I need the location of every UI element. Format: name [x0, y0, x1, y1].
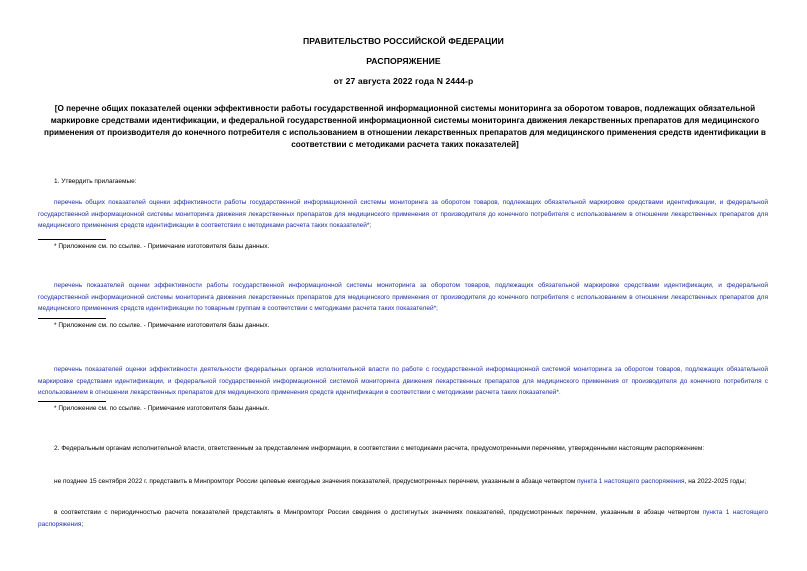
paragraph-1: 1. Утвердить прилагаемые: — [54, 178, 137, 185]
list-item-2-link[interactable]: перечень показателей оценки эффективности работы государственной информационной системы мониторинга за оборотом товаров, подлежащих обязательной маркировке средствами идентификации, и федеральной государственной информационной системы мониторинга движения лекарственных препаратов для медицинского применения от производителя до конечного потребителя с использованием в отношении лекарственных препаратов для медицинского применения средств идентификации по товарным группам в соответствии с методиками расчета таких показателей*; — [38, 282, 768, 313]
footnote-1: * Приложение см. по ссылке. - Примечание изготовителя базы данных. — [54, 243, 270, 250]
document-title: [О перечне общих показателей оценки эффективности работы государственной информационной системы мониторинга за оборотом товаров, подлежащих обязательной маркировке средствами идентификации, и федеральной государственной информационной системы мониторинга движения лекарственных препаратов для медицинского применения от производителя до конечного потребителя с использованием в отношении лекарственных препаратов для медицинского применения средств идентификации в соответствии с методиками расчета таких показателей] — [44, 104, 766, 149]
list-item-3-link[interactable]: перечень показателей оценки эффективности деятельности федеральных органов исполнительной власти по работе с государственной информационной системой мониторинга за оборотом товаров, подлежащих обязательной маркировке средствами идентификации, и федеральной государственной информационной системой мониторинга движения лекарственных препаратов для медицинского применения от производителя до конечного потребителя с использованием в отношении лекарственных препаратов для медицинского применения средств идентификации в соответствии с методиками расчета таких показателей*. — [38, 366, 768, 397]
footnote-divider — [38, 401, 106, 402]
paragraph-3-text: не позднее 15 сентября 2022 г. представить в Минпромторг России целевые ежегодные значения показателей, предусмотренных перечнем, указанным в абзаце четвертом — [54, 478, 578, 485]
clause-1-link[interactable]: пункта 1 настоящего распоряжения — [38, 509, 769, 528]
footnote-2: * Приложение см. по ссылке. - Примечание изготовителя базы данных. — [54, 322, 270, 329]
document-type: РАСПОРЯЖЕНИЕ — [366, 56, 441, 66]
paragraph-2: 2. Федеральным органам исполнительной власти, ответственным за представление информации, в соответствии с методиками расчета, предусмотренными перечнями, утвержденными настоящим распоряжением: — [54, 445, 705, 452]
paragraph-3 — [38, 476, 768, 488]
list-item-1-link[interactable]: перечень общих показателей оценки эффективности работы государственной информационной системы мониторинга за оборотом товаров, подлежащих обязательной маркировке средствами идентификации, и федеральной государственной информационной системы мониторинга движения лекарственных препаратов для медицинского применения от производителя до конечного потребителя с использованием в отношении лекарственных препаратов для медицинского применения средств идентификации в соответствии с методиками расчета таких показателей*; — [38, 199, 768, 230]
footnote-3: * Приложение см. по ссылке. - Примечание изготовителя базы данных. — [54, 405, 270, 412]
issuing-authority: ПРАВИТЕЛЬСТВО РОССИЙСКОЙ ФЕДЕРАЦИИ — [303, 36, 504, 46]
clause-1-link[interactable]: пункта 1 настоящего распоряжения — [577, 478, 685, 485]
paragraph-4 — [38, 507, 768, 530]
footnote-divider — [38, 318, 106, 319]
paragraph-4-tail: ; — [81, 520, 84, 528]
paragraph-4-text: в соответствии с периодичностью расчета показателей представлять в Минпромторг России сведения о достигнутых значениях показателей, предусмотренных перечнем, указанным в абзаце четвертом — [54, 509, 703, 516]
document-date-number: от 27 августа 2022 года N 2444-р — [333, 76, 474, 86]
footnote-divider — [38, 239, 106, 240]
paragraph-3-tail: , на 2022-2025 годы; — [684, 478, 747, 485]
